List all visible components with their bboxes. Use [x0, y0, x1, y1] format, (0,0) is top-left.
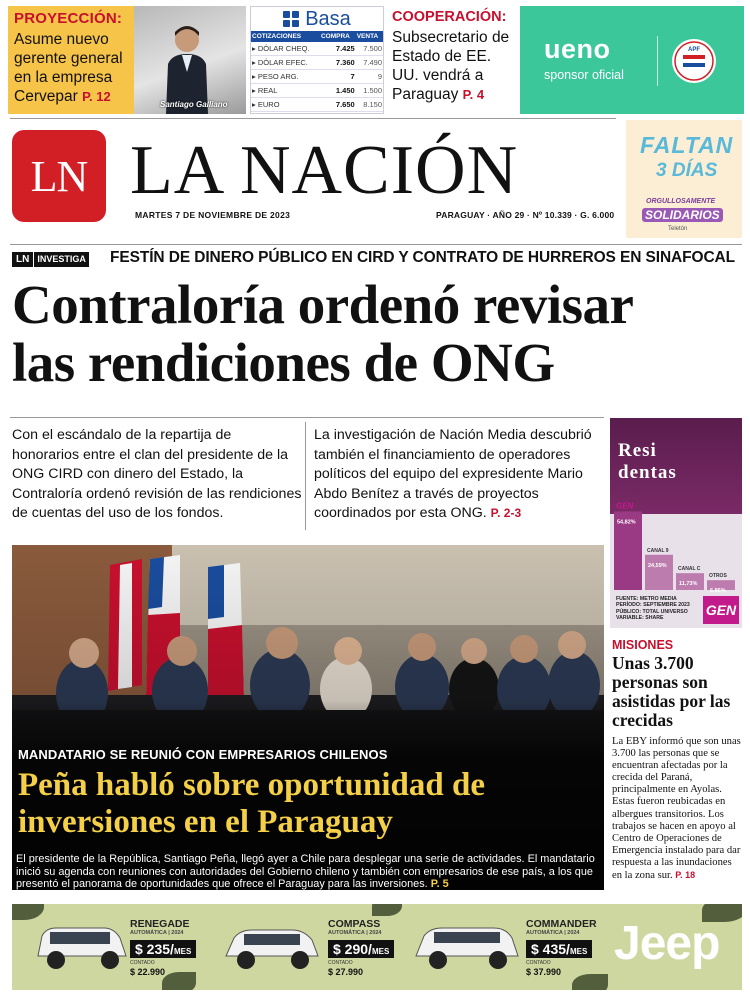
contado-label: CONTADO — [526, 960, 551, 966]
jeep-ad-banner[interactable] — [12, 904, 742, 990]
leaf-decoration-icon — [572, 974, 608, 990]
buy-rate: 7.360 — [320, 56, 356, 70]
footnote-line: VARIABLE: SHARE — [616, 615, 664, 622]
photo-story-kicker: MANDATARIO SE REUNIÓ CON EMPRESARIOS CHILENOS — [18, 747, 388, 762]
table-row — [251, 70, 383, 84]
story-headline: Unas 3.700 personas son asistidas por las crecidas — [612, 653, 731, 730]
ln-logo[interactable] — [12, 130, 106, 222]
bar-value-label: 54,82% — [617, 519, 636, 526]
table-row — [251, 56, 383, 70]
car-sub: AUTOMÁTICA | 2024 — [328, 930, 382, 936]
col-header: VENTA — [356, 31, 383, 42]
bar-value-label: 6,86% — [710, 588, 726, 595]
apf-badge-text: APF — [688, 47, 700, 53]
car-model: COMPASS — [328, 918, 381, 930]
basa-brand: Basa — [305, 7, 351, 30]
footnote-line: PÚBLICO: TOTAL UNIVERSO — [616, 608, 688, 615]
bar-value-label: 11,73% — [679, 581, 698, 588]
issue-date: MARTES 7 DE NOVIEMBRE DE 2023 — [135, 210, 291, 220]
sponsor-banner[interactable] — [520, 6, 744, 114]
sell-rate: 8.150 — [356, 98, 383, 112]
basa-logo-icon — [283, 11, 299, 27]
promo-text: Asume nuevo gerente general en la empresa Cervepar P. 12 — [14, 31, 123, 105]
promo-photo — [134, 6, 246, 114]
teleton-countdown-ad[interactable] — [626, 120, 742, 238]
footnote-line: FUENTE: METRO MEDIA — [616, 596, 677, 602]
currency: ▸ EURO — [251, 98, 320, 112]
car-model: COMMANDER — [526, 918, 597, 930]
page-ref[interactable]: P. 4 — [462, 87, 485, 102]
bar-canal-9 — [645, 555, 673, 590]
contado-value: $ 37.990 — [526, 967, 562, 977]
car-price: $ 235/MES — [130, 940, 196, 958]
story-body: La EBY informó que son unas 3.700 las personas que se encuentran afectadas por la crecida del Paraná, principalmente en Ayolas. Estas fueron reubicadas en albergues transitorios. Los trabajos se hacen en apoyo al Centro de Operaciones de Emergencia instalado para dar respuesta a las inundaciones en la zona sur. P. 18 — [612, 736, 741, 882]
lead-headline[interactable] — [12, 276, 742, 392]
car-sub: AUTOMÁTICA | 2024 — [130, 930, 184, 936]
bar-category-label: OTROS — [709, 573, 727, 580]
lead-kicker: FESTÍN DE DINERO PÚBLICO EN CIRD Y CONTRATO DE HURREROS EN SINAFOCAL — [110, 249, 736, 266]
sell-rate: 1.500 — [356, 84, 383, 98]
renegade-car-icon — [32, 914, 132, 980]
contado-value: $ 22.990 — [130, 967, 166, 977]
table-row — [251, 42, 383, 56]
divider — [10, 417, 604, 418]
car-price: $ 435/MES — [526, 940, 592, 958]
promo-cooperacion[interactable] — [388, 6, 518, 114]
bar-chart — [610, 418, 742, 596]
divider — [10, 118, 616, 119]
page-ref[interactable]: P. 5 — [430, 878, 449, 890]
contado-label: CONTADO — [328, 960, 353, 966]
commander-car-icon — [412, 914, 522, 980]
rates-table — [251, 31, 383, 112]
sell-rate: 9 — [356, 70, 383, 84]
residentas-share-chart — [610, 418, 742, 628]
basa-exchange-rates — [250, 6, 384, 114]
col-header: COTIZACIONES — [251, 31, 320, 42]
chart-title-line2: dentas — [618, 462, 677, 483]
page-ref[interactable]: P. 12 — [82, 89, 111, 104]
table-row — [251, 84, 383, 98]
contado-label: CONTADO — [130, 960, 155, 966]
leaf-decoration-icon — [162, 972, 196, 990]
car-price: $ 290/MES — [328, 940, 394, 958]
photo-story-body: El presidente de la República, Santiago Peña, llegó ayer a Chile para desplegar una serie de actividades. El mandatario inició su agenda con reuniones con autoridades del Gobierno chileno y también con empresarios de ese país, a los que presentó el panorama de oportunidades que ofrece el Paraguay para las inversiones. P. 5 — [16, 853, 595, 890]
bar-category-label: CANAL 9 — [647, 547, 669, 554]
photo-story-headline: Peña habló sobre oportunidad de inversiones en el Paraguay — [18, 767, 485, 840]
badge-investiga: INVESTIGA — [33, 252, 89, 267]
issue-info: PARAGUAY · AÑO 29 · Nº 10.339 · G. 6.000 — [436, 210, 615, 220]
divider — [305, 422, 306, 530]
car-sub: AUTOMÁTICA | 2024 — [526, 930, 580, 936]
buy-rate: 7.650 — [320, 98, 356, 112]
headline-line1: Contraloría ordenó revisar — [12, 274, 634, 335]
currency: ▸ REAL — [251, 84, 320, 98]
ueno-logo: ueno — [544, 34, 611, 64]
page-ref[interactable]: P. 2-3 — [490, 506, 522, 520]
sell-rate: 7.500 — [356, 42, 383, 56]
lead-deck-left: Con el escándalo de la repartija de honorarios entre el clan del presidente de la ONG CIRD con dinero del Estado, la Contraloría ordenó revisión de las rendiciones de cuentas del uso de los fondos. — [12, 427, 302, 521]
divider — [10, 244, 742, 245]
promo-kicker: PROYECCIÓN: — [14, 10, 123, 27]
sell-rate: 7.490 — [356, 56, 383, 70]
buy-rate: 7.425 — [320, 42, 356, 56]
badge-ln: LN — [12, 252, 33, 267]
teleton-line1: FALTAN — [640, 132, 734, 158]
photo-story[interactable] — [12, 545, 604, 890]
story-kicker: MISIONES — [612, 638, 674, 652]
chart-footnote — [616, 596, 690, 622]
bar-value-label: 24,59% — [648, 562, 667, 569]
buy-rate: 1.450 — [320, 84, 356, 98]
chart-title-line1: Resi — [618, 440, 657, 461]
promo-kicker: COOPERACIÓN: — [392, 9, 507, 25]
basa-header — [251, 7, 383, 31]
footnote-line: PERÍODO: SEPTIEMBRE 2023 — [616, 602, 690, 609]
apf-shield-icon — [670, 36, 718, 86]
compass-car-icon — [222, 914, 322, 980]
newspaper-title: LA NACIÓN — [130, 132, 519, 209]
ln-investiga-badge — [12, 252, 89, 267]
divider — [657, 36, 658, 86]
lead-deck-right: La investigación de Nación Media descubrió también el financiamiento de operadores políticos del equipo del expresidente Mario Abdo Benítez a través de proyectos coordinados por esta ONG. P. 2-3 — [314, 427, 592, 521]
ln-logo-text: LN — [30, 151, 88, 201]
promo-text: Subsecretario de Estado de EE. UU. vendrá a Paraguay P. 4 — [392, 29, 510, 103]
teleton-line2: 3 DÍAS — [656, 160, 718, 181]
teleton-line5: Teletón — [668, 226, 688, 232]
headline-line2: las rendiciones de ONG — [12, 332, 555, 393]
col-header: COMPRA — [320, 31, 356, 42]
currency: ▸ DÓLAR EFEC. — [251, 56, 320, 70]
contado-value: $ 27.990 — [328, 967, 364, 977]
currency: ▸ PESO ARG. — [251, 70, 320, 84]
teleton-line4: SOLIDARIOS — [642, 208, 723, 222]
jeep-logo: Jeep — [614, 917, 720, 970]
promo-cervepar[interactable] — [8, 6, 134, 114]
bar-category-label: GEN — [616, 501, 634, 511]
currency: ▸ DÓLAR CHEQ. — [251, 42, 320, 56]
bar-category-label: CANAL C — [678, 566, 701, 573]
misiones-story[interactable] — [612, 638, 742, 882]
table-row — [251, 98, 383, 112]
gen-logo: GEN — [703, 596, 739, 624]
buy-rate: 7 — [320, 70, 356, 84]
sponsor-label: sponsor oficial — [544, 68, 624, 82]
leaf-decoration-icon — [372, 904, 402, 916]
page-ref[interactable]: P. 18 — [675, 870, 696, 881]
photo-caption: Santiago Galliano — [160, 100, 228, 109]
teleton-line3: ORGULLOSAMENTE — [646, 198, 716, 205]
car-model: RENEGADE — [130, 918, 190, 930]
rates-header-row — [251, 31, 383, 42]
